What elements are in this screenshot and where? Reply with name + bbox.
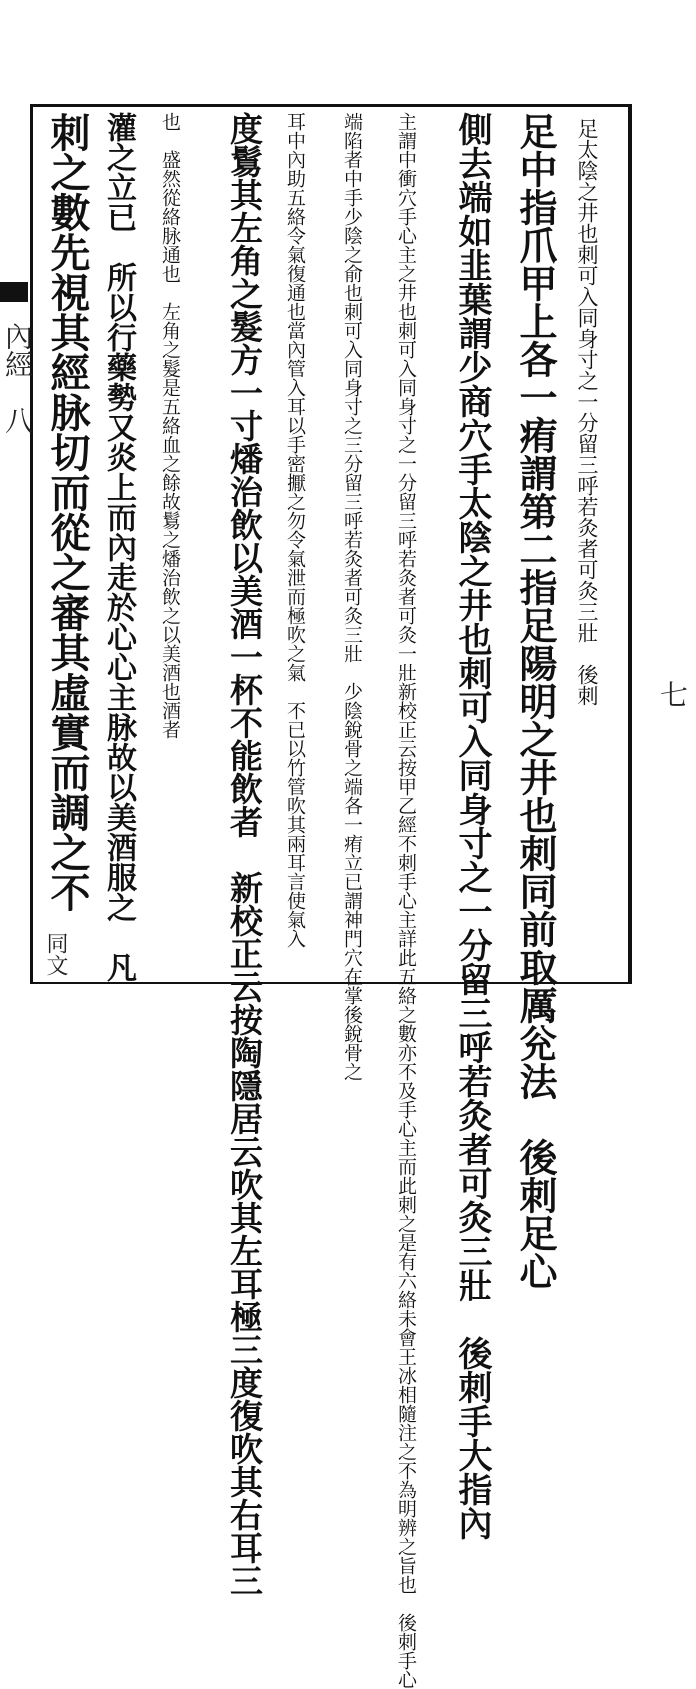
margin-title: 內經 八 <box>1 322 34 434</box>
folio-mark: 同文 <box>43 932 68 976</box>
frame-top-border <box>30 104 630 107</box>
text-column-1: 足太陰之井也刺可入同身寸之一分留三呼若灸者可灸三壯 後刺 <box>575 118 599 706</box>
text-column-7: 度鬄其左角之髮方一寸燔治飲以美酒一杯不能飲者 新校正云按陶隱居云吹其左耳極三度復吹其右耳三 <box>225 112 264 1597</box>
text-column-2: 足中指爪甲上各一痏謂第二指足陽明之井也刺同前取厲兊法 後刺足心 <box>513 112 558 1290</box>
fishtail-mark <box>0 282 28 302</box>
leaf-number: 七 <box>656 680 689 708</box>
text-column-6: 耳中內助五絡令氣復通也當內管入耳以手密擫之勿令氣泄而極吹之氣 不已以竹管吹其兩耳言使氣入 <box>284 112 306 948</box>
text-column-5: 端陷者中手少陰之俞也刺可入同身寸之三分留三呼若灸者可灸三壯 少陰銳骨之端各一痏立已謂神門穴在掌後銳骨之 <box>341 112 363 1081</box>
text-column-3: 側去端如韭葉謂少商穴手太陰之井也刺可入同身寸之一分留三呼若灸者可灸三壯 後刺手大指內 <box>452 112 492 1540</box>
text-column-4: 主謂中衝穴手心主之井也刺可入同身寸之一分留三呼若灸者可灸一壯新校正云按甲乙經不刺手心主詳此五絡之數亦不及手心主而此刺之是有六絡未會王冰相隨注之不為明辨之旨也 後刺手心 <box>395 112 417 1689</box>
text-column-10: 刺之數先視其經脉切而從之審其虛實而調之不 <box>44 112 91 912</box>
text-column-8: 也 盛然從絡脉通也 左角之髮是五絡血之餘故鬄之燔治飲之以美酒也酒者 <box>159 112 181 739</box>
text-column-9: 灌之立已 所以行藥勢又炎上而內走於心心主脉故以美酒服之 凡 <box>101 112 136 982</box>
frame-left-border <box>30 104 33 984</box>
frame-right-border <box>628 104 632 984</box>
